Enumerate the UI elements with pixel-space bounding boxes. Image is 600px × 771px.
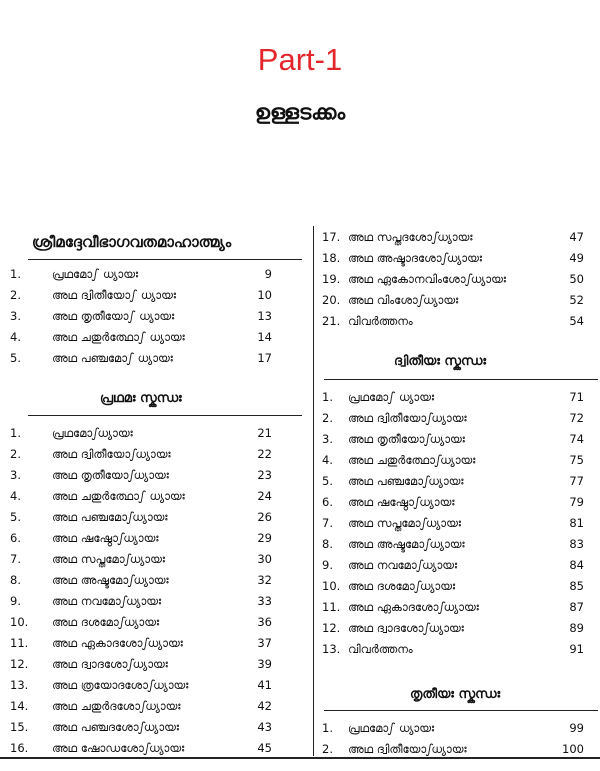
toc-entry — [0, 327, 276, 348]
entry-number: 6. — [322, 495, 333, 509]
entry-page: 84 — [569, 558, 584, 572]
toc-entry — [0, 444, 276, 465]
entry-page: 71 — [569, 390, 584, 404]
entry-number: 11. — [322, 600, 341, 614]
entry-title: അഥ പഞ്ചദശോഽധ്യായഃ — [52, 720, 180, 734]
entry-page: 9 — [264, 267, 272, 281]
entry-number: 17. — [322, 230, 341, 244]
toc-entry — [0, 654, 276, 675]
entry-page: 39 — [257, 657, 272, 671]
entry-page: 91 — [569, 642, 584, 656]
toc-entry — [0, 507, 276, 528]
toc-entry — [316, 450, 588, 471]
toc-entry — [316, 492, 588, 513]
entry-page: 13 — [257, 309, 272, 323]
entry-title: അഥ ദ്വിതീയോഽധ്യായഃ — [52, 447, 171, 461]
entry-title: അഥ ഏകോനവിംശോഽധ്യായഃ — [348, 272, 506, 286]
entry-number: 15. — [10, 720, 29, 734]
entry-page: 47 — [569, 230, 584, 244]
toc-entry — [316, 639, 588, 660]
entry-number: 3. — [322, 432, 333, 446]
entry-number: 3. — [10, 309, 21, 323]
entry-number: 5. — [10, 510, 21, 524]
entry-number: 18. — [322, 251, 341, 265]
toc-entry — [316, 429, 588, 450]
section-rule — [28, 259, 302, 260]
toc-entry — [316, 248, 588, 269]
section-heading: തൃതീയഃ സ്കന്ധഃ — [410, 687, 501, 702]
toc-entry — [0, 306, 276, 327]
entry-title: അഥ ഷഷ്ഠോഽധ്യായഃ — [52, 531, 159, 545]
toc-entry — [0, 285, 276, 306]
entry-title: അഥ സപ്തമോഽധ്യായഃ — [348, 516, 462, 530]
entry-number: 16. — [10, 741, 29, 755]
entry-page: 24 — [257, 489, 272, 503]
toc-entry — [0, 528, 276, 549]
entry-page: 52 — [569, 293, 584, 307]
entry-number: 9. — [10, 594, 21, 608]
entry-number: 11. — [10, 636, 29, 650]
entry-number: 8. — [10, 573, 21, 587]
entry-page: 74 — [569, 432, 584, 446]
entry-title: പ്രഥമോഽ ധ്യായഃ — [348, 721, 435, 735]
entry-page: 43 — [257, 720, 272, 734]
entry-title: അഥ വിംശോഽധ്യായഃ — [348, 293, 459, 307]
entry-title: അഥ പഞ്ചമോഽധ്യായഃ — [52, 510, 168, 524]
entry-page: 36 — [257, 615, 272, 629]
entry-page: 42 — [257, 699, 272, 713]
column-divider — [313, 226, 314, 756]
entry-page: 79 — [569, 495, 584, 509]
entry-page: 45 — [257, 741, 272, 755]
entry-page: 30 — [257, 552, 272, 566]
entry-title: അഥ തൃതീയോഽധ്യായഃ — [348, 432, 465, 446]
entry-title: അഥ പഞ്ചമോഽ ധ്യായഃ — [52, 351, 173, 365]
toc-entry — [0, 264, 276, 285]
entry-number: 12. — [10, 657, 29, 671]
bottom-rule — [0, 757, 600, 759]
toc-entry — [316, 513, 588, 534]
entry-title: അഥ സപ്തദശോഽധ്യായഃ — [348, 230, 473, 244]
entry-number: 12. — [322, 621, 341, 635]
entry-number: 1. — [322, 390, 333, 404]
toc-entry — [316, 408, 588, 429]
section-heading: ശ്രീമദ്ദേവീഭാഗവതമാഹാത്മ്യം — [32, 233, 232, 251]
entry-page: 21 — [257, 426, 272, 440]
section-rule — [324, 710, 598, 711]
entry-page: 22 — [257, 447, 272, 461]
entry-title: അഥ ചതുർത്ഥോഽ ധ്യായഃ — [52, 330, 185, 344]
toc-entry — [0, 612, 276, 633]
section-heading: ദ്വിതീയഃ സ്കന്ധഃ — [394, 354, 487, 369]
entry-title: അഥ പഞ്ചമോഽധ്യായഃ — [348, 474, 464, 488]
entry-page: 14 — [257, 330, 272, 344]
entry-number: 2. — [10, 288, 21, 302]
toc-entry — [316, 597, 588, 618]
toc-entry — [0, 738, 276, 759]
entry-title: അഥ തൃതീയോഽ ധ്യായഃ — [52, 309, 175, 323]
entry-title: അഥ തൃതീയോഽധ്യായഃ — [52, 468, 169, 482]
entry-number: 21. — [322, 314, 341, 328]
entry-number: 2. — [322, 742, 333, 756]
entry-title: അഥ ചതുർത്ഥോഽ ധ്യായഃ — [52, 489, 185, 503]
entry-title: വിവർത്തനം — [348, 314, 413, 328]
entry-title: അഥ ഷഷ്ഠോഽധ്യായഃ — [348, 495, 455, 509]
entry-page: 37 — [257, 636, 272, 650]
entry-page: 23 — [257, 468, 272, 482]
entry-title: അഥ അഷ്ടമോഽധ്യായഃ — [348, 537, 465, 551]
section-heading: പ്രഥമഃ സ്കന്ധഃ — [100, 391, 182, 406]
entry-number: 1. — [10, 426, 21, 440]
entry-number: 4. — [322, 453, 333, 467]
toc-entry — [316, 718, 588, 739]
entry-title: അഥ ദ്വിതീയോഽധ്യായഃ — [348, 742, 467, 756]
entry-title: പ്രഥമോഽ ധ്യായഃ — [52, 267, 139, 281]
entry-title: പ്രഥമോഽ ധ്യായഃ — [348, 390, 435, 404]
entry-title: അഥ സപ്തമോഽധ്യായഃ — [52, 552, 166, 566]
toc-entry — [316, 555, 588, 576]
entry-title: അഥ ത്രയോദശോഽധ്യായഃ — [52, 678, 189, 692]
entry-number: 1. — [322, 721, 333, 735]
entry-title: അഥ നവമോഽധ്യായഃ — [348, 558, 458, 572]
toc-entry — [316, 227, 588, 248]
entry-number: 6. — [10, 531, 21, 545]
toc-entry — [0, 423, 276, 444]
entry-page: 49 — [569, 251, 584, 265]
toc-entry — [0, 717, 276, 738]
entry-page: 26 — [257, 510, 272, 524]
entry-page: 77 — [569, 474, 584, 488]
entry-title: അഥ അഷ്ടാദശോഽധ്യായഃ — [348, 251, 483, 265]
entry-number: 10. — [322, 579, 341, 593]
entry-page: 50 — [569, 272, 584, 286]
entry-title: അഥ ദ്വിതീയോഽ ധ്യായഃ — [52, 288, 177, 302]
entry-title: അഥ ദ്വാദശോഽധ്യായഃ — [348, 621, 464, 635]
section-rule — [324, 379, 598, 380]
entry-number: 2. — [10, 447, 21, 461]
entry-title: അഥ ഏകാദശോഽധ്യായഃ — [348, 600, 479, 614]
entry-page: 89 — [569, 621, 584, 635]
entry-title: അഥ ദശമോഽധ്യായഃ — [52, 615, 160, 629]
entry-number: 9. — [322, 558, 333, 572]
toc-entry — [316, 290, 588, 311]
entry-page: 99 — [569, 721, 584, 735]
part-label: Part-1 — [257, 42, 343, 77]
toc-entry — [0, 465, 276, 486]
entry-number: 7. — [10, 552, 21, 566]
entry-number: 20. — [322, 293, 341, 307]
entry-number: 3. — [10, 468, 21, 482]
entry-title: അഥ ദശമോഽധ്യായഃ — [348, 579, 456, 593]
entry-page: 72 — [569, 411, 584, 425]
toc-entry — [316, 471, 588, 492]
entry-page: 29 — [257, 531, 272, 545]
entry-title: അഥ ഷോഡശോഽധ്യായഃ — [52, 741, 185, 755]
entry-title: അഥ ഏകാദശോഽധ്യായഃ — [52, 636, 183, 650]
entry-title: അഥ ദ്വാദശോഽധ്യായഃ — [52, 657, 168, 671]
entry-page: 100 — [562, 742, 584, 756]
entry-page: 75 — [569, 453, 584, 467]
toc-entry — [0, 570, 276, 591]
entry-number: 2. — [322, 411, 333, 425]
entry-title: അഥ അഷ്ടമോഽധ്യായഃ — [52, 573, 169, 587]
entry-number: 1. — [10, 267, 21, 281]
entry-number: 5. — [10, 351, 21, 365]
toc-entry — [0, 591, 276, 612]
entry-page: 83 — [569, 537, 584, 551]
entry-title: അഥ നവമോഽധ്യായഃ — [52, 594, 162, 608]
toc-entry — [0, 633, 276, 654]
entry-number: 14. — [10, 699, 29, 713]
entry-title: അഥ ദ്വിതീയോഽധ്യായഃ — [348, 411, 467, 425]
entry-number: 13. — [322, 642, 341, 656]
entry-number: 7. — [322, 516, 333, 530]
entry-number: 19. — [322, 272, 341, 286]
entry-number: 4. — [10, 489, 21, 503]
entry-number: 13. — [10, 678, 29, 692]
entry-title: അഥ ചതുർത്ഥോഽധ്യായഃ — [348, 453, 476, 467]
entry-title: പ്രഥമോഽധ്യായഃ — [52, 426, 133, 440]
toc-entry — [316, 618, 588, 639]
entry-number: 5. — [322, 474, 333, 488]
entry-page: 33 — [257, 594, 272, 608]
entry-page: 41 — [257, 678, 272, 692]
entry-page: 81 — [569, 516, 584, 530]
contents-title: ഉള്ളടക്കം — [254, 100, 346, 124]
toc-entry — [316, 576, 588, 597]
toc-entry — [0, 696, 276, 717]
entry-page: 54 — [569, 314, 584, 328]
entry-number: 4. — [10, 330, 21, 344]
toc-entry — [316, 534, 588, 555]
entry-number: 8. — [322, 537, 333, 551]
entry-page: 10 — [257, 288, 272, 302]
entry-number: 10. — [10, 615, 29, 629]
entry-page: 17 — [257, 351, 272, 365]
entry-page: 85 — [569, 579, 584, 593]
section-rule — [28, 415, 302, 416]
toc-entry — [0, 348, 276, 369]
toc-entry — [0, 486, 276, 507]
entry-title: വിവർത്തനം — [348, 642, 413, 656]
toc-entry — [0, 675, 276, 696]
toc-entry — [316, 311, 588, 332]
toc-entry — [0, 549, 276, 570]
toc-entry — [316, 269, 588, 290]
entry-page: 87 — [569, 600, 584, 614]
entry-page: 32 — [257, 573, 272, 587]
toc-entry — [316, 387, 588, 408]
entry-title: അഥ ചതുർദശോഽധ്യായഃ — [52, 699, 181, 713]
